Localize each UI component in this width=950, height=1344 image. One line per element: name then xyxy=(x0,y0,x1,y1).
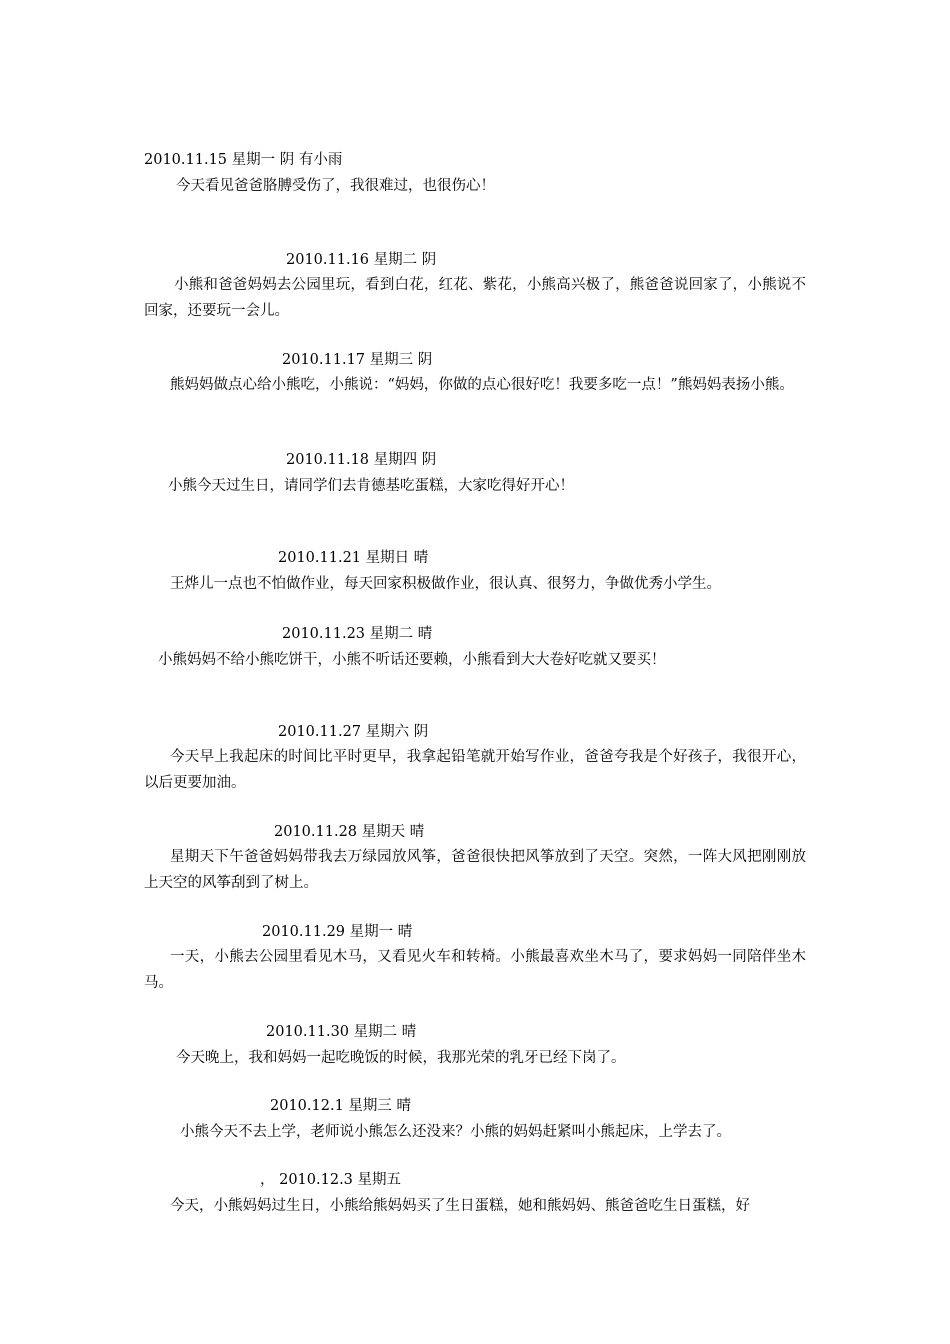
entry-date: 2010.12.1 星期三 晴 xyxy=(270,1098,412,1114)
entry-date: ， 2010.12.3 星期五 xyxy=(260,1172,402,1188)
entry-text: 小熊和爸爸妈妈去公园里玩，看到白花，红花、紫花，小熊高兴极了，熊爸爸说回家了，小熊说不回家，还要玩一会儿。 xyxy=(144,277,806,319)
entry-text: 熊妈妈做点心给小熊吃，小熊说：“妈妈，你做的点心很好吃！我要多吃一点！”熊妈妈表扬小熊。 xyxy=(170,377,794,393)
entry-date: 2010.11.15 星期一 阴 有小雨 xyxy=(144,152,343,168)
entry-text: 今天早上我起床的时间比平时更早，我拿起铅笔就开始写作业，爸爸夸我是个好孩子，我很开心，以后更要加油。 xyxy=(144,749,806,791)
entry-text: 一天，小熊去公园里看见木马，又看见火车和转椅。小熊最喜欢坐木马了，要求妈妈一同陪伴坐木马。 xyxy=(144,949,806,991)
entry-date: 2010.11.18 星期四 阴 xyxy=(286,452,437,468)
entry-text: 小熊今天不去上学，老师说小熊怎么还没来？小熊的妈妈赶紧叫小熊起床，上学去了。 xyxy=(180,1124,731,1140)
entry-text: 王烨儿一点也不怕做作业，每天回家积极做作业，很认真、很努力，争做优秀小学生。 xyxy=(170,576,721,592)
entry-text: 今天看见爸爸胳膊受伤了，我很难过，也很伤心！ xyxy=(176,178,495,194)
entry-date: 2010.11.30 星期二 晴 xyxy=(266,1024,417,1040)
entry-date: 2010.11.29 星期一 晴 xyxy=(262,924,413,940)
entry-date: 2010.11.28 星期天 晴 xyxy=(274,824,425,840)
entry-date: 2010.11.23 星期二 晴 xyxy=(282,626,433,642)
entry-text: 今天，小熊妈妈过生日，小熊给熊妈妈买了生日蛋糕，她和熊妈妈、熊爸爸吃生日蛋糕，好 xyxy=(170,1198,750,1214)
entry-text: 星期天下午爸爸妈妈带我去万绿园放风筝，爸爸很快把风筝放到了天空。突然，一阵大风把刚刚放上天空的风筝刮到了树上。 xyxy=(144,849,806,891)
entry-text: 小熊妈妈不给小熊吃饼干，小熊不听话还要赖，小熊看到大大卷好吃就又要买！ xyxy=(158,652,666,668)
entry-date: 2010.11.16 星期二 阴 xyxy=(286,252,437,268)
entry-date: 2010.11.17 星期三 阴 xyxy=(282,352,433,368)
entry-date: 2010.11.27 星期六 阴 xyxy=(278,724,429,740)
entry-date: 2010.11.21 星期日 晴 xyxy=(278,550,429,566)
entry-text: 小熊今天过生日，请同学们去肯德基吃蛋糕，大家吃得好开心！ xyxy=(168,478,574,494)
entry-text: 今天晚上，我和妈妈一起吃晚饭的时候，我那光荣的乳牙已经下岗了。 xyxy=(176,1050,626,1066)
